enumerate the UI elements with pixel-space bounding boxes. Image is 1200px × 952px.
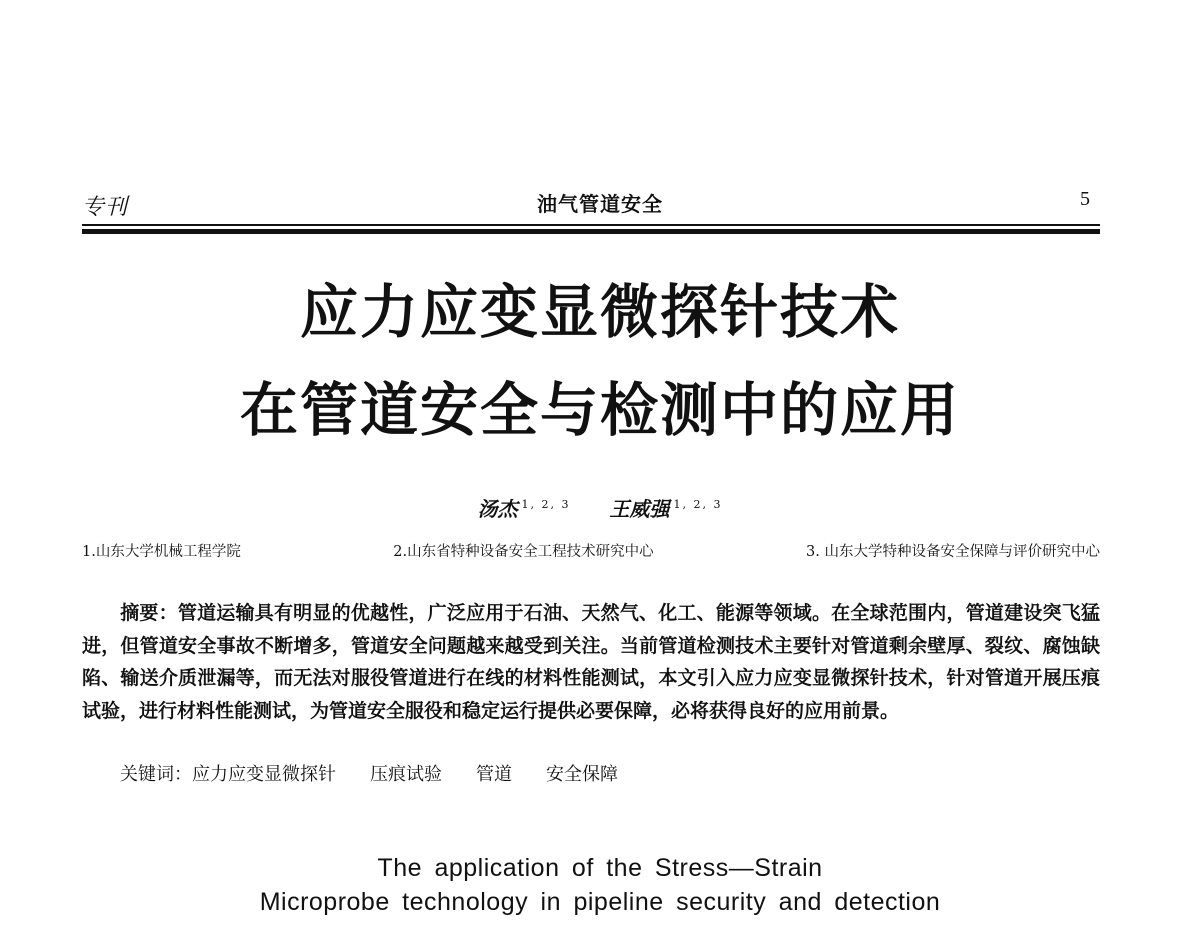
journal-name: 油气管道安全 [537,192,663,216]
abstract [82,597,1100,727]
keyword: 管道 [476,764,512,785]
affiliation-list [82,540,1100,561]
abstract-text: 摘要：管道运输具有明显的优越性，广泛应用于石油、天然气、化工、能源等领域。在全球范围内，管道建设突飞猛进，但管道安全事故不断增多，管道安全问题越来越受到关注。当前管道检测技术主要针对管道剩余壁厚、裂纹、腐蚀缺陷、输送介质泄漏等，而无法对服役管道进行在线的材料性能测试，本文引入应力应变显微探针技术，针对管道开展压痕试验，进行材料性能测试，为管道安全服役和稳定运行提供必要保障，必将获得良好的应用前景。 [82,602,1100,722]
english-title-line-1: The application of the Stress—Strain [377,854,823,882]
header-rule-thin [82,224,1100,226]
header-rule-thick [82,229,1100,234]
paper-title-line-2: 在管道安全与检测中的应用 [239,376,960,444]
keyword: 安全保障 [546,764,618,785]
keyword: 应力应变显微探针 [192,764,336,785]
author-list [0,493,1200,522]
author-1 [478,497,571,521]
keywords-label: 关键词： [120,764,192,785]
affiliation-3: 3. 山东大学特种设备安全保障与评价研究中心 [806,544,1100,560]
author-affiliation-marks: 1, 2, 3 [673,498,723,512]
paper-title-line-1: 应力应变显微探针技术 [299,278,900,346]
english-title-line-2: Microprobe technology in pipeline security and detection [259,888,941,916]
page-number: 5 [1080,188,1090,210]
keyword: 压痕试验 [370,764,442,785]
author-name: 王威强 [609,497,670,521]
affiliation-1: 1.山东大学机械工程学院 [82,544,241,560]
author-affiliation-marks: 1, 2, 3 [521,498,571,512]
keywords [120,760,618,786]
author-name: 汤杰 [477,497,518,521]
affiliation-2: 2.山东省特种设备安全工程技术研究中心 [393,544,654,560]
journal-section-label: 专刊 [82,195,129,220]
author-2 [609,497,722,521]
